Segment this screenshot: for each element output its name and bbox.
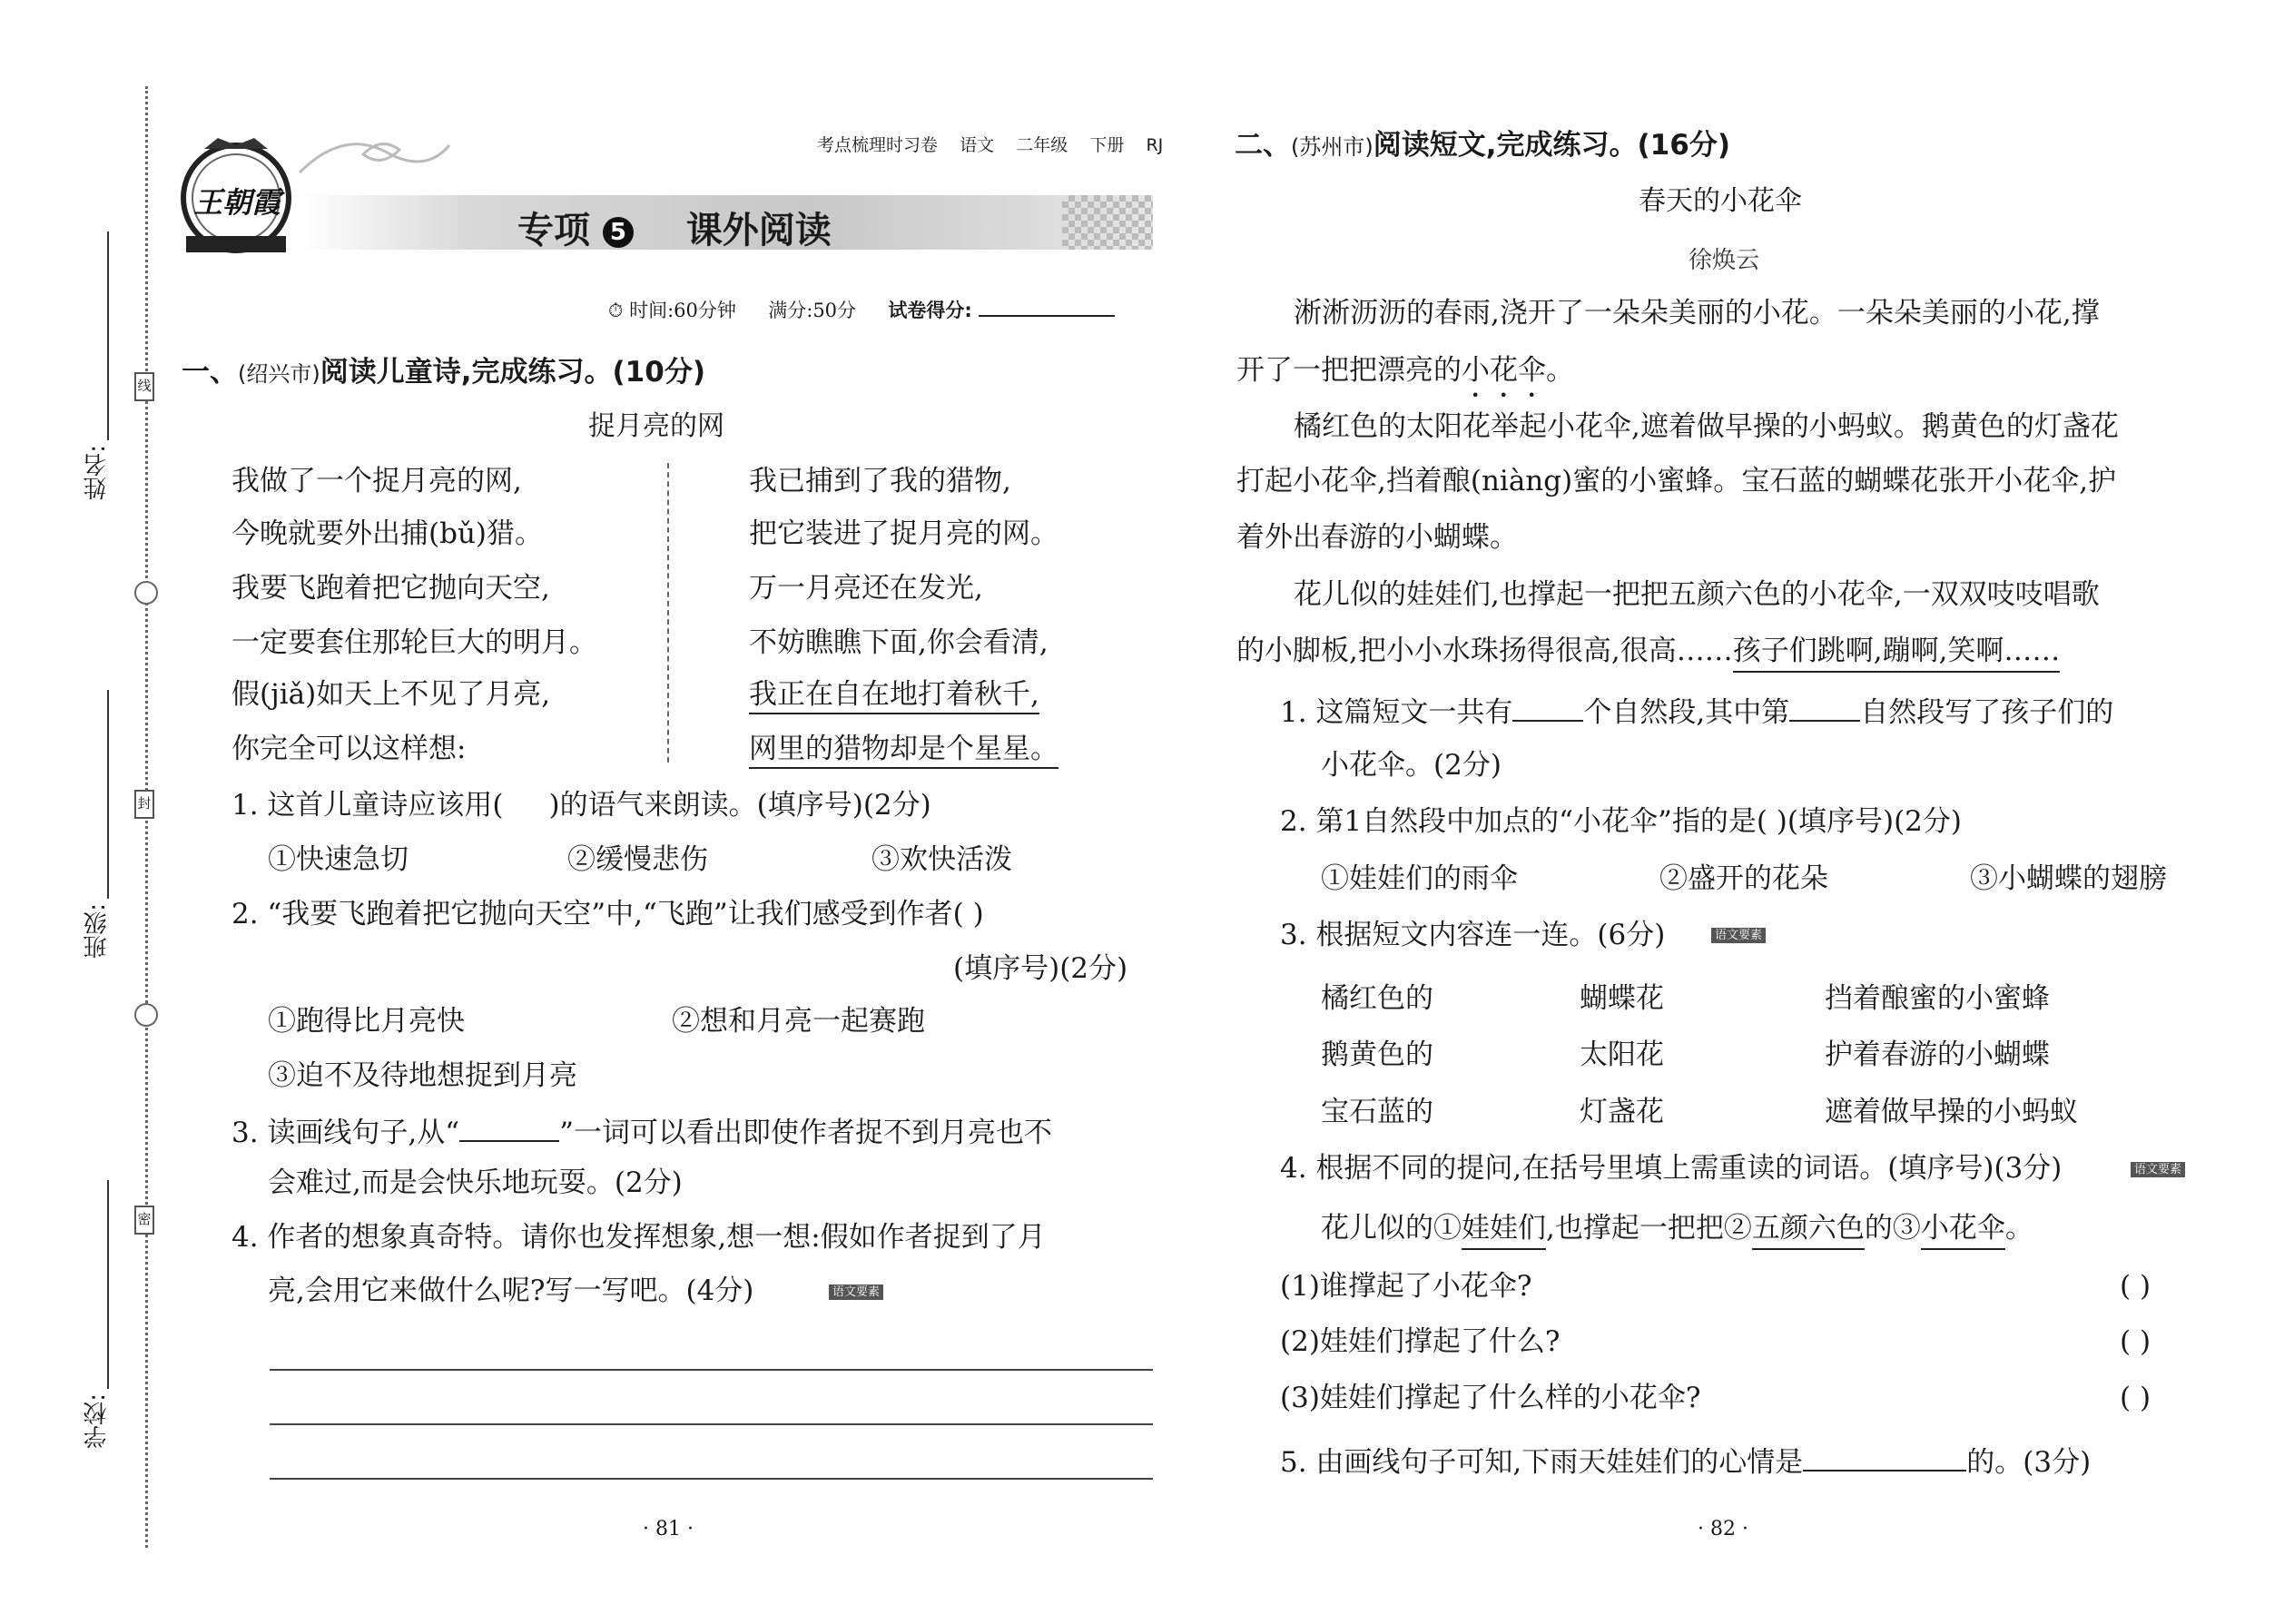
ribbon-decoration <box>290 118 454 200</box>
match-col3-item-1[interactable]: 挡着酿蜜的小蜜蜂 <box>1825 982 2050 1015</box>
unit-name: 课外阅读 <box>685 210 832 251</box>
poem-left-6: 你完全可以这样想: <box>231 733 467 765</box>
q4-word-2: 五颜六色 <box>1752 1212 1865 1250</box>
para1-line2-a: 开了一把把漂亮的 <box>1236 354 1462 387</box>
s2-q4-sub-3: (3)娃娃们撑起了什么样的小花伞? <box>1280 1382 1701 1414</box>
s1-q1-text-b: )的语气来朗读。(填序号)(2分) <box>548 789 931 822</box>
s1-q3-blank[interactable] <box>459 1117 559 1142</box>
exam-meta <box>608 296 1115 323</box>
match-col3-item-3[interactable]: 遮着做早操的小蚂蚁 <box>1825 1096 2078 1128</box>
poem-right-5: 我正在自在地打着秋千, <box>749 681 1039 714</box>
s2-q1-blank-2[interactable] <box>1789 696 1860 722</box>
section1-prefix: 一、 <box>182 356 238 389</box>
s2-q5-blank[interactable] <box>1803 1446 1966 1471</box>
poem-title: 捉月亮的网 <box>588 410 724 442</box>
s1-q4-answer-line-1[interactable] <box>270 1369 1153 1371</box>
s2-question-5 <box>1280 1446 2091 1477</box>
clock-icon: ⏱ <box>608 300 624 321</box>
section2-prefix: 二、 <box>1235 129 1291 162</box>
para3-line2-a: 的小脚板,把小小水珠扬得很高,很高…… <box>1236 635 1733 667</box>
unit-number-badge: 5 <box>603 217 634 248</box>
poem-left-4: 一定要套住那轮巨大的明月。 <box>231 626 597 659</box>
brand-logo <box>177 136 295 254</box>
para2-line1: 橘红色的太阳花举起小花伞,遮着做早操的小蚂蚁。鹅黄色的灯盏花 <box>1294 410 2119 443</box>
s1-q2-tail: (填序号)(2分) <box>953 952 1128 985</box>
match-col2-item-2[interactable]: 太阳花 <box>1580 1038 1664 1071</box>
s2-q4-answer-3[interactable]: ( ) <box>2120 1382 2151 1414</box>
checker-decoration <box>1062 195 1153 250</box>
class-label: 班级: <box>84 903 111 959</box>
s2-q1-cont: 小花伞。(2分) <box>1321 749 1501 782</box>
poem-left-3: 我要飞跑着把它抛向天空, <box>231 572 550 605</box>
series-subject: 语文 <box>960 135 995 155</box>
section1-title: 阅读儿童诗,完成练习。(10分) <box>320 356 705 389</box>
logo-text: 王朝霞 <box>193 185 281 220</box>
s2-q4-answer-1[interactable]: ( ) <box>2120 1270 2151 1303</box>
binding-mark-3: 密 <box>134 1206 154 1235</box>
s1-question-2: 2. “我要飞跑着把它抛向天空”中,“飞跑”让我们感受到作者( ) <box>231 898 984 930</box>
s1-q2-option-1: ①跑得比月亮快 <box>268 1005 465 1038</box>
left-page-number: · 81 · <box>643 1518 694 1540</box>
q4-word-1: 娃娃们 <box>1462 1212 1546 1250</box>
name-label: 姓名: <box>84 445 111 500</box>
para1-dotted-word: 小花伞 <box>1462 354 1546 387</box>
series-info <box>817 132 1163 156</box>
story-title: 春天的小花伞 <box>1639 185 1802 217</box>
section1-heading <box>182 356 705 389</box>
poem-left-1: 我做了一个捉月亮的网, <box>231 465 522 497</box>
s2-q4-answer-2[interactable]: ( ) <box>2120 1325 2151 1358</box>
poem-right-2: 把它装进了捉月亮的网。 <box>749 517 1058 550</box>
q4-mark-2: ② <box>1723 1212 1752 1245</box>
s2-q1-text-a: 1. 这篇短文一共有 <box>1280 696 1513 729</box>
s1-q3-text-b: ”一词可以看出即使作者捉不到月亮也不 <box>559 1117 1052 1149</box>
right-page <box>1171 0 2294 1624</box>
match-col3-item-2[interactable]: 护着春游的小蝴蝶 <box>1825 1038 2050 1071</box>
q4-sent-part-3: 的 <box>1864 1212 1893 1245</box>
binding-mark-1: 线 <box>134 372 154 401</box>
unit-title <box>517 202 832 253</box>
para2-line3: 着外出春游的小蝴蝶。 <box>1236 521 1518 554</box>
poem-left-5: 假(jiǎ)如天上不见了月亮, <box>231 678 551 711</box>
section2-heading <box>1235 129 1730 162</box>
story-author: 徐焕云 <box>1689 247 1760 274</box>
s2-question-3: 3. 根据短文内容连一连。(6分) <box>1280 919 1666 951</box>
s2-q2-option-1: ①娃娃们的雨伞 <box>1321 862 1518 895</box>
s2-question-4: 4. 根据不同的提问,在括号里填上需重读的词语。(填序号)(3分) <box>1280 1152 2063 1185</box>
poem-right-4: 不妨瞧瞧下面,你会看清, <box>749 626 1049 659</box>
score-field[interactable] <box>979 297 1115 317</box>
section2-title: 阅读短文,完成练习。(16分) <box>1373 129 1730 162</box>
s1-q3-text-a: 3. 读画线句子,从“ <box>231 1117 460 1149</box>
series-name: 考点梳理时习卷 <box>817 135 939 155</box>
s2-q1-blank-1[interactable] <box>1512 696 1583 722</box>
unit-title-label: 专项 <box>517 210 590 251</box>
para3-line1: 花儿似的娃娃们,也撑起一把把五颜六色的小花伞,一双双吱吱唱歌 <box>1294 578 2100 611</box>
para1-line2 <box>1236 354 1574 404</box>
q4-sent-part-4: 。 <box>2004 1212 2033 1245</box>
series-grade: 二年级 <box>1016 135 1068 155</box>
q4-word-3: 小花伞 <box>1921 1212 2005 1250</box>
s2-question-1 <box>1280 696 2113 727</box>
match-col2-item-3[interactable]: 灯盏花 <box>1580 1096 1664 1128</box>
para1-line2-c: 。 <box>1546 354 1574 387</box>
q4-mark-3: ③ <box>1892 1212 1921 1245</box>
s1-q4-cont <box>268 1277 753 1305</box>
s1-q2-option-2: ②想和月亮一起赛跑 <box>672 1005 925 1038</box>
match-col1-item-3[interactable]: 宝石蓝的 <box>1321 1096 1433 1128</box>
series-edition: RJ <box>1146 135 1164 155</box>
s1-q4-answer-line-3[interactable] <box>270 1478 1153 1480</box>
s1-q4-tag: 语文要素 <box>829 1284 883 1300</box>
series-volume: 下册 <box>1089 135 1125 155</box>
s1-q1-option-2: ②缓慢悲伤 <box>567 843 708 876</box>
s1-q4-cont-text: 亮,会用它来做什么呢?写一写吧。(4分) <box>268 1275 754 1307</box>
poem-right-6: 网里的猎物却是个星星。 <box>749 735 1058 769</box>
para2-line2: 打起小花伞,挡着酿(niàng)蜜的小蜜蜂。宝石蓝的蝴蝶花张开小花伞,护 <box>1236 465 2117 497</box>
right-page-number: · 82 · <box>1698 1518 1748 1540</box>
s2-q4-tag: 语文要素 <box>2131 1162 2185 1177</box>
score-label: 试卷得分: <box>888 300 972 321</box>
s2-q1-text-b: 个自然段,其中第 <box>1583 696 1790 729</box>
section1-source: (绍兴市) <box>238 361 320 387</box>
match-col1-item-1[interactable]: 橘红色的 <box>1321 982 1433 1015</box>
q4-sent-part-1: 花儿似的 <box>1321 1212 1433 1245</box>
s2-q2-option-2: ②盛开的花朵 <box>1659 862 1828 895</box>
section2-source: (苏州市) <box>1291 134 1373 160</box>
s2-q4-sub-2: (2)娃娃们撑起了什么? <box>1280 1325 1561 1358</box>
s2-q5-text-a: 5. 由画线句子可知,下雨天娃娃们的心情是 <box>1280 1446 1804 1479</box>
poem-divider <box>667 463 669 763</box>
time-info: 时间:60分钟 <box>629 300 736 321</box>
q4-mark-1: ① <box>1433 1212 1462 1245</box>
para3-line2 <box>1236 637 2060 665</box>
s1-q3-cont: 会难过,而是会快乐地玩耍。(2分) <box>268 1166 683 1199</box>
s1-q1-text-a: 1. 这首儿童诗应该用( <box>231 789 504 822</box>
s1-q4-answer-line-2[interactable] <box>270 1423 1153 1425</box>
s1-question-3 <box>231 1117 1052 1147</box>
school-label: 学校: <box>84 1393 111 1449</box>
s2-q5-text-b: 的。(3分) <box>1966 1446 2092 1479</box>
poem-left-2: 今晚就要外出捕(bǔ)猎。 <box>231 517 543 550</box>
para1-line1: 淅淅沥沥的春雨,浇开了一朵朵美丽的小花。一朵朵美丽的小花,撑 <box>1294 297 2100 330</box>
binding-mark-2: 封 <box>134 790 154 819</box>
para3-underlined-sentence: 孩子们跳啊,蹦啊,笑啊…… <box>1733 635 2061 673</box>
poem-right-1: 我已捕到了我的猎物, <box>749 465 1011 497</box>
s2-q4-sub-1: (1)谁撑起了小花伞? <box>1280 1270 1532 1303</box>
full-marks: 满分:50分 <box>768 300 857 321</box>
s2-q4-sentence <box>1321 1212 2033 1245</box>
s2-q3-tag: 语文要素 <box>1711 928 1766 943</box>
match-col1-item-2[interactable]: 鹅黄色的 <box>1321 1038 1433 1071</box>
s1-question-4: 4. 作者的想象真奇特。请你也发挥想象,想一想:假如作者捉到了月 <box>231 1221 1046 1254</box>
match-col2-item-1[interactable]: 蝴蝶花 <box>1580 982 1664 1015</box>
s1-q2-option-3: ③迫不及待地想捉到月亮 <box>268 1059 577 1092</box>
poem-right-3: 万一月亮还在发光, <box>749 572 983 605</box>
q4-sent-part-2: ,也撑起一把把 <box>1546 1212 1724 1245</box>
s2-question-2: 2. 第1自然段中加点的“小花伞”指的是( )(填序号)(2分) <box>1280 805 1962 838</box>
s1-q1-option-3: ③欢快活泼 <box>871 843 1012 876</box>
s1-question-1 <box>231 789 931 822</box>
s2-q1-text-c: 自然段写了孩子们的 <box>1860 696 2114 729</box>
s2-q2-option-3: ③小蝴蝶的翅膀 <box>1970 862 2167 895</box>
s1-q1-option-1: ①快速急切 <box>268 843 409 876</box>
